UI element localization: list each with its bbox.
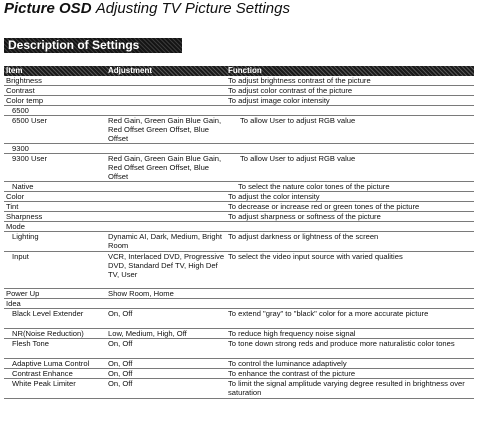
table-row	[4, 299, 474, 309]
table-row	[4, 232, 474, 252]
page-title	[4, 0, 290, 17]
table-row	[4, 106, 474, 116]
function-cell: To adjust image color intensity	[228, 96, 330, 105]
adjustment-cell: VCR, Interlaced DVD, Progressive DVD, Standard Def TV, High Def TV, User	[108, 252, 225, 279]
header-function: Function	[228, 66, 262, 75]
adjustment-cell: On, Off	[108, 369, 133, 378]
function-cell: To adjust sharpness or softness of the picture	[228, 212, 381, 221]
table-row	[4, 76, 474, 86]
table-row	[4, 154, 474, 182]
item-cell: Black Level Extender	[12, 309, 84, 318]
adjustment-cell: On, Off	[108, 339, 133, 348]
adjustment-cell: On, Off	[108, 379, 133, 388]
adjustment-cell: Show Room, Home	[108, 289, 174, 298]
function-cell: To adjust color contrast of the picture	[228, 86, 353, 95]
section-heading: Description of Settings	[4, 38, 182, 53]
function-cell: To extend "gray" to "black" color for a more accurate picture	[228, 309, 429, 318]
table-row	[4, 222, 474, 232]
table-row	[4, 289, 474, 299]
table-row	[4, 202, 474, 212]
item-cell: Contrast Enhance	[12, 369, 73, 378]
function-cell: To allow User to adjust RGB value	[240, 154, 356, 163]
item-cell: Lighting	[12, 232, 39, 241]
header-item: Item	[6, 66, 23, 75]
item-cell: 9300	[12, 144, 29, 153]
adjustment-cell: On, Off	[108, 359, 133, 368]
table-row	[4, 86, 474, 96]
item-cell: Idea	[6, 299, 21, 308]
item-cell: Tint	[6, 202, 19, 211]
item-cell: Flesh Tone	[12, 339, 50, 348]
function-cell: To decrease or increase red or green tones of the picture	[228, 202, 420, 211]
item-cell: Native	[12, 182, 34, 191]
function-cell: To tone down strong reds and produce more naturalistic color tones	[228, 339, 455, 348]
item-cell: Color temp	[6, 96, 44, 105]
title-rest: Adjusting TV Picture Settings	[95, 0, 290, 17]
function-cell: To allow User to adjust RGB value	[240, 116, 356, 125]
adjustment-cell: On, Off	[108, 309, 133, 318]
table-row	[4, 96, 474, 106]
item-cell: NR(Noise Reduction)	[12, 329, 84, 338]
function-cell: To adjust darkness or lightness of the screen	[228, 232, 379, 241]
function-cell: To adjust the color intensity	[228, 192, 320, 201]
table-row	[4, 379, 474, 399]
table-row	[4, 369, 474, 379]
item-cell: Color	[6, 192, 25, 201]
adjustment-cell: Red Gain, Green Gain Blue Gain, Red Offset Green Offset, Blue Offset	[108, 116, 222, 143]
table-row	[4, 192, 474, 202]
table-row	[4, 309, 474, 329]
table-row	[4, 182, 474, 192]
function-cell: To enhance the contrast of the picture	[228, 369, 356, 378]
item-cell: Adaptive Luma Control	[12, 359, 90, 368]
adjustment-cell: Dynamic AI, Dark, Medium, Bright Room	[108, 232, 222, 250]
function-cell: To reduce high frequency noise signal	[228, 329, 356, 338]
item-cell: Contrast	[6, 86, 35, 95]
header-adjustment: Adjustment	[108, 66, 152, 75]
table-row	[4, 144, 474, 154]
item-cell: White Peak Limiter	[12, 379, 76, 388]
table-row	[4, 329, 474, 339]
adjustment-cell: Red Gain, Green Gain Blue Gain, Red Offset Green Offset, Blue Offset	[108, 154, 222, 181]
item-cell: Sharpness	[6, 212, 43, 221]
item-cell: 6500	[12, 106, 29, 115]
adjustment-cell: Low, Medium, High, Off	[108, 329, 187, 338]
function-cell: To adjust brightness contrast of the picture	[228, 76, 371, 85]
item-cell: 9300 User	[12, 154, 48, 163]
table-row	[4, 339, 474, 359]
title-bold: Picture OSD	[4, 0, 92, 17]
item-cell: Input	[12, 252, 29, 261]
item-cell: Mode	[6, 222, 25, 231]
settings-table	[4, 76, 474, 399]
item-cell: 6500 User	[12, 116, 48, 125]
table-row	[4, 116, 474, 144]
table-header	[4, 66, 474, 76]
function-cell: To control the luminance adaptively	[228, 359, 347, 368]
function-cell: To select the nature color tones of the picture	[238, 182, 390, 191]
item-cell: Brightness	[6, 76, 42, 85]
function-cell: To select the video input source with varied qualities	[228, 252, 403, 261]
table-row	[4, 212, 474, 222]
function-cell: To limit the signal amplitude varying degree resulted in brightness over saturation	[228, 379, 465, 397]
table-row	[4, 252, 474, 289]
item-cell: Power Up	[6, 289, 40, 298]
table-row	[4, 359, 474, 369]
